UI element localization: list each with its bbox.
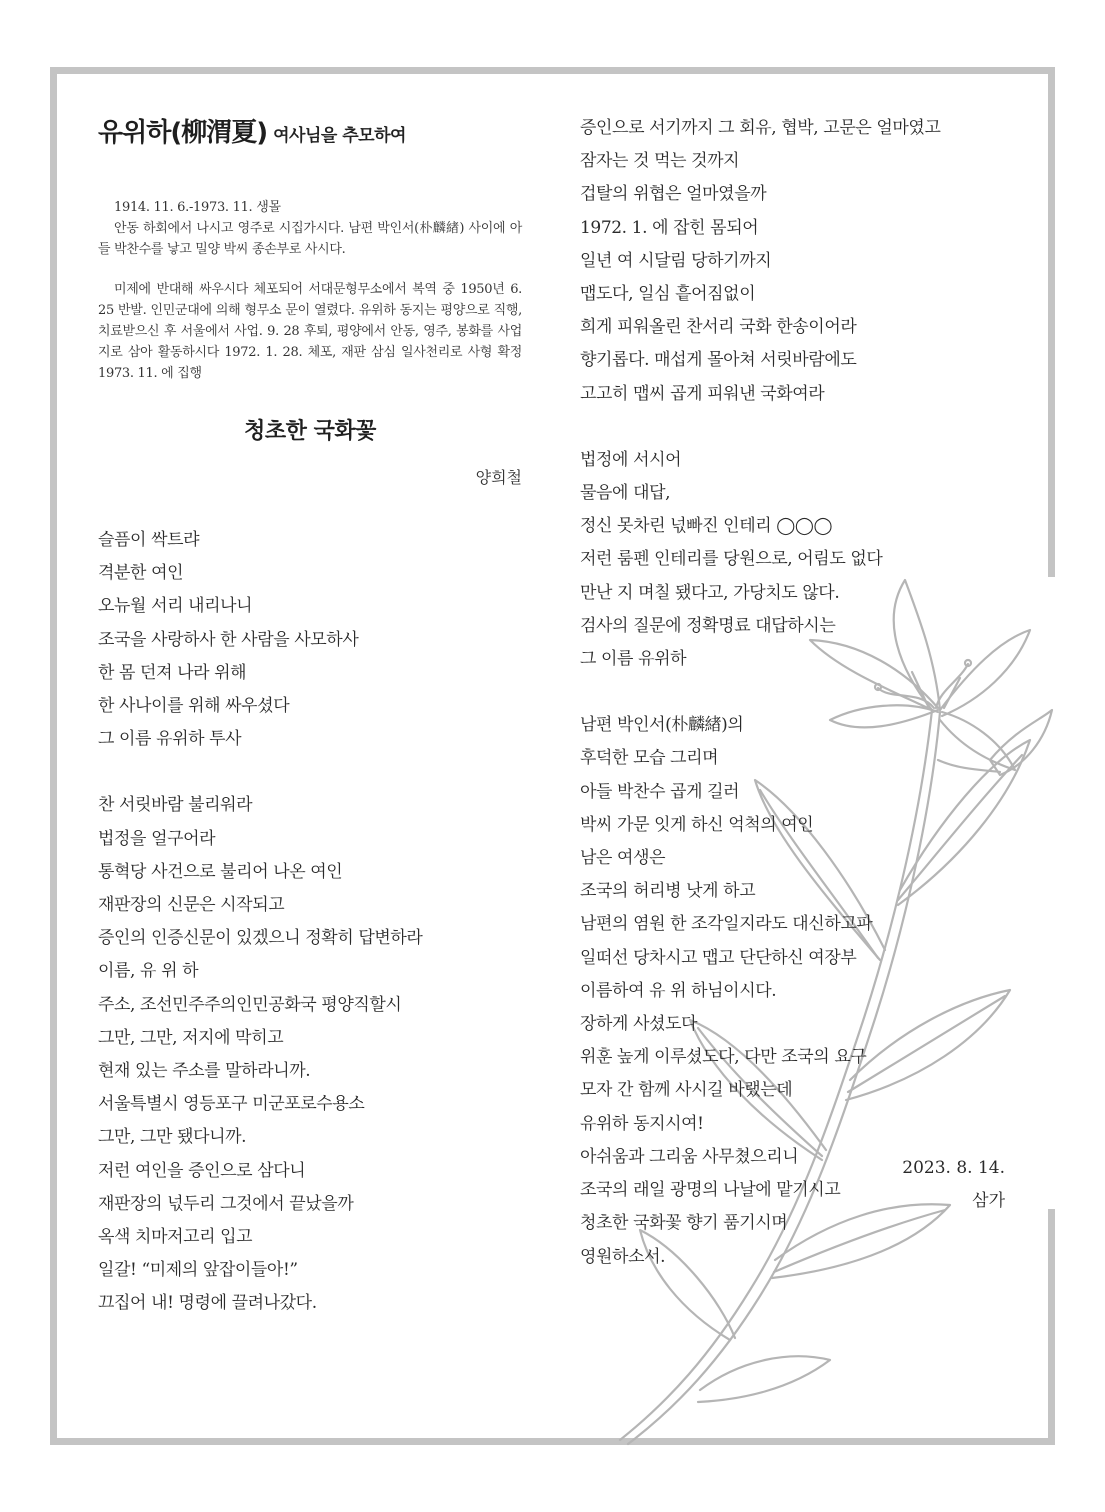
poem-line: 오뉴월 서리 내리나니 (98, 596, 253, 617)
poem-author: 양희철 (475, 468, 522, 487)
closing-block (902, 1152, 1005, 1218)
memorial-title (98, 112, 522, 149)
poem-line: 증인의 인증신문이 있겠으니 정확히 답변하라 (98, 928, 423, 949)
poem-line: 남편 박인서(朴麟緖)의 (580, 715, 744, 736)
poem-line: 증인으로 서기까지 그 회유, 협박, 고문은 얼마였고 (580, 118, 941, 138)
poem-line: 슬픔이 싹트랴 (98, 530, 200, 550)
poem-line: 남편의 염원 한 조각일지라도 대신하고파 (580, 914, 873, 935)
poem-line: 그만, 그만, 저지에 막히고 (98, 1027, 284, 1048)
poem-line: 이름하여 유 위 하님이시다. (580, 980, 777, 1001)
poem-line: 아쉬움과 그리움 사무쳤으리니 (580, 1146, 799, 1167)
closing-date: 2023. 8. 14. (902, 1158, 1005, 1178)
poem-line: 아들 박찬수 곱게 길러 (580, 781, 740, 802)
poem-line: 재판장의 넋두리 그것에서 끝났을까 (98, 1193, 354, 1214)
poem-stanza (98, 524, 522, 756)
poem-line: 법정에 서시어 (580, 449, 682, 470)
frame-right-border-upper (1048, 67, 1055, 577)
poem-line: 그 이름 유위하 투사 (98, 729, 242, 750)
poem-line: 조국의 래일 광명의 나날에 맡기시고 (580, 1180, 841, 1201)
poem-line: 희게 피워올린 찬서리 국화 한송이어라 (580, 317, 857, 338)
poem-line: 이름, 유 위 하 (98, 961, 199, 982)
left-column (98, 112, 522, 1321)
poem-line: 법정을 얼구어라 (98, 828, 216, 849)
poem-line: 찬 서릿바람 불리워라 (98, 795, 253, 816)
frame-bottom-border (50, 1438, 1055, 1445)
poem-line: 그 이름 유위하 (580, 649, 687, 670)
poem-line: 잠자는 것 먹는 것까지 (580, 151, 740, 172)
poem-line: 끄집어 내! 명령에 끌려나갔다. (98, 1293, 317, 1314)
poem-left-text (98, 524, 522, 1321)
poem-line: 저런 여인을 증인으로 삼다니 (98, 1160, 306, 1181)
poem-line: 위훈 높게 이루셨도다, 다만 조국의 요구 (580, 1047, 867, 1068)
poem-line: 정신 못차린 넋빠진 인테리 ◯◯◯ (580, 516, 833, 537)
poem-line: 통혁당 사건으로 불리어 나온 여인 (98, 861, 343, 882)
poem-line: 조국을 사랑하사 한 사람을 사모하사 (98, 629, 359, 650)
poem-line: 물음에 대답, (580, 483, 671, 504)
poem-line: 그만, 그만 됐다니까. (98, 1127, 247, 1148)
poem-line: 유위하 동지시여! (580, 1113, 704, 1134)
poem-line: 일년 여 시달림 당하기까지 (580, 250, 772, 271)
memorial-title-name: 유위하(柳渭夏) (98, 118, 268, 148)
poem-line: 고고히 맵씨 곱게 피워낸 국화여라 (580, 383, 825, 404)
poem-line: 현재 있는 주소를 말하라니까. (98, 1061, 311, 1082)
poem-line: 겁탈의 위협은 얼마였을까 (580, 184, 767, 205)
bio-paragraph-family: 안동 하회에서 나시고 영주로 시집가시다. 남편 박인서(朴麟緖) 사이에 아들 박찬수를 낳고 밀양 박씨 종손부로 사시다. (98, 221, 522, 257)
poem-line: 일갈! “미제의 앞잡이들아!” (98, 1260, 298, 1281)
poem-line: 조국의 허리병 낫게 하고 (580, 881, 756, 902)
poem-line: 재판장의 신문은 시작되고 (98, 895, 285, 916)
frame-left-border (50, 67, 57, 1445)
poem-line: 맵도다, 일심 흩어짐없이 (580, 284, 756, 305)
bio-lifespan: 1914. 11. 6.-1973. 11. 생몰 (114, 200, 281, 215)
poem-stanza (580, 112, 1020, 411)
poem-line: 옥색 치마저고리 입고 (98, 1227, 253, 1248)
poem-line: 한 사나이를 위해 싸우셨다 (98, 696, 290, 717)
poem-line: 한 몸 던져 나라 위해 (98, 662, 247, 683)
poem-line: 향기롭다. 매섭게 몰아쳐 서릿바람에도 (580, 350, 857, 371)
poem-line: 후덕한 모습 그리며 (580, 748, 719, 769)
poem-line: 만난 지 며칠 됐다고, 가당치도 않다. (580, 582, 840, 603)
poem-title: 청초한 국화꽃 (244, 419, 376, 444)
poem-stanza (580, 444, 1020, 676)
poem-line: 격분한 여인 (98, 563, 184, 584)
closing-signature: 삼가 (972, 1191, 1005, 1211)
poem-line: 일떠선 당차시고 맵고 단단하신 여장부 (580, 947, 857, 968)
memorial-title-subtitle: 여사님을 추모하여 (273, 126, 406, 146)
poem-line: 장하게 사셨도다 (580, 1014, 698, 1035)
frame-top-border (50, 67, 1055, 74)
poem-line: 저런 룸펜 인테리를 당원으로, 어림도 없다 (580, 549, 883, 570)
poem-line: 영원하소서. (580, 1246, 666, 1267)
poem-line: 주소, 조선민주주의인민공화국 평양직할시 (98, 994, 402, 1015)
bio-paragraph-history: 미제에 반대해 싸우시다 체포되어 서대문형무소에서 복역 중 1950년 6. 25 반발. 인민군대에 의해 형무소 문이 열렸다. 유위하 동지는 평양으로 직행, 치료받으신 후 서울에서 사업. 9. 28 후퇴, 평양에서 안동, 영주, 봉화를 사업지로 삼아 활동하시다 1972. 1. 28. 체포, 재판 삼심 일사천리로 사형 확정 1973. 11. 에 집행 (98, 282, 522, 381)
poem-line: 남은 여생은 (580, 848, 666, 869)
poem-stanza (98, 789, 522, 1320)
poem-line: 검사의 질문에 정확명료 대답하시는 (580, 615, 836, 636)
biography (98, 197, 522, 384)
poem-line: 1972. 1. 에 잡힌 몸되어 (580, 217, 759, 238)
poem-line: 청초한 국화꽃 향기 품기시며 (580, 1213, 788, 1234)
poem-line: 모자 간 함께 사시길 바랬는데 (580, 1080, 793, 1101)
frame-right-border-lower (1048, 1209, 1055, 1445)
poem-right-text (580, 112, 1020, 1274)
poem-line: 서울특별시 영등포구 미군포로수용소 (98, 1094, 365, 1115)
poem-line: 박씨 가문 잇게 하신 억척의 여인 (580, 814, 814, 835)
